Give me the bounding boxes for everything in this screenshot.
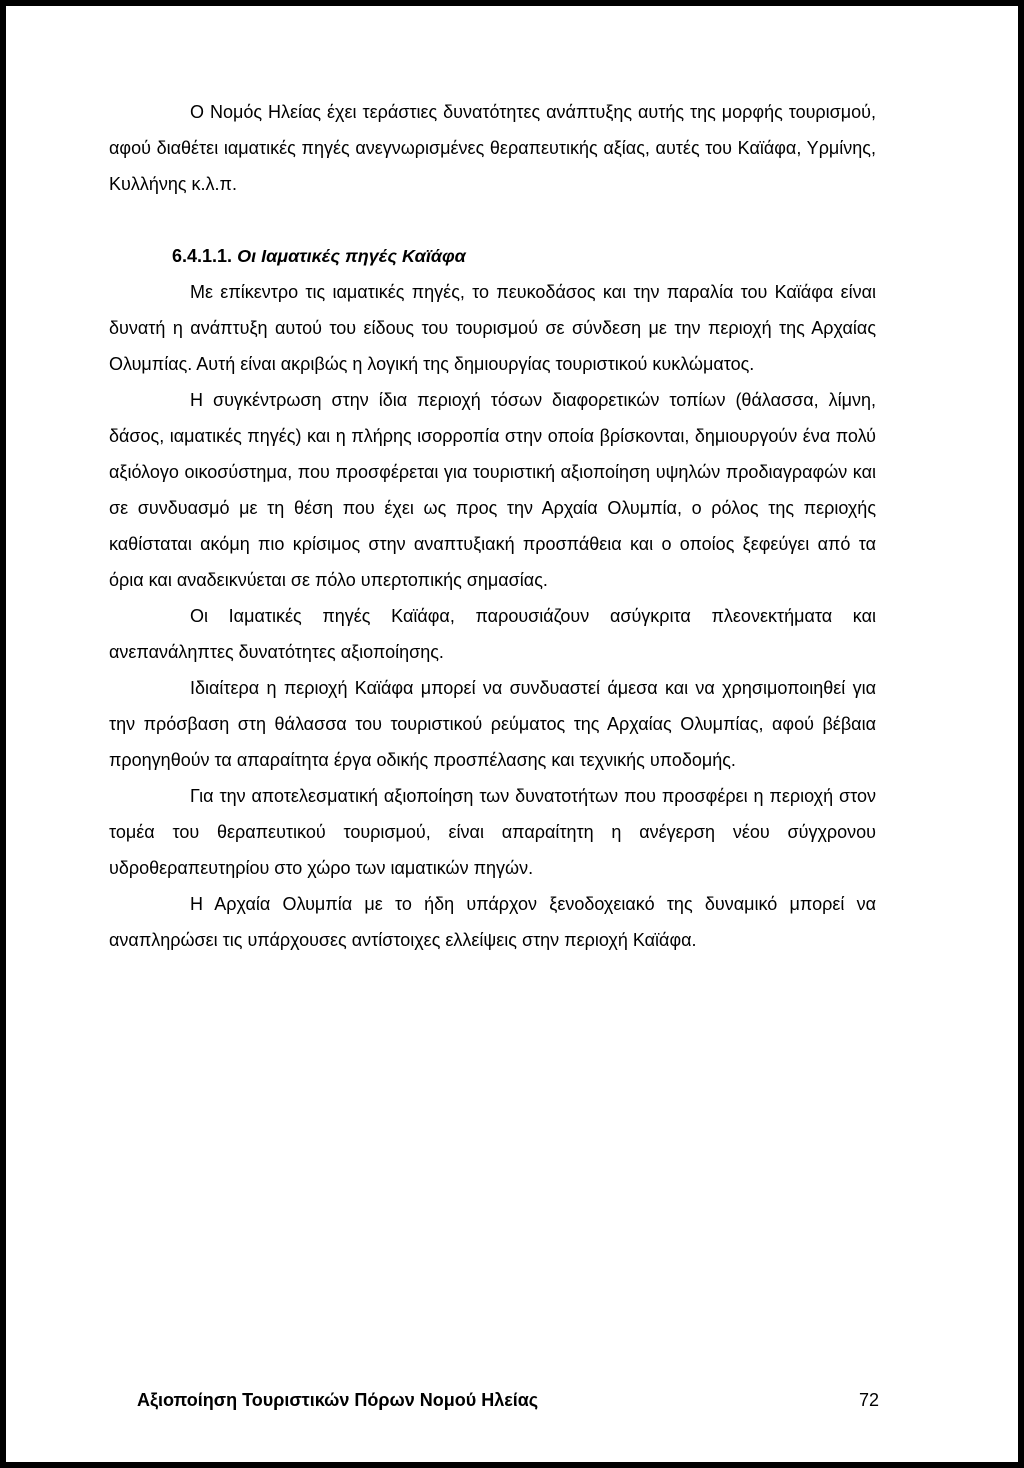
paragraph-axiopoiisi: Για την αποτελεσματική αξιοποίηση των δυνατοτήτων που προσφέρει η περιοχή στον τομέα του θεραπευτικού τουρισμού, είναι απαραίτητη η ανέγερση νέου σύγχρονου υδροθεραπευτηρίου στο χώρο των ιαματικών πηγών.	[109, 786, 876, 878]
paragraph-idiaitera: Ιδιαίτερα η περιοχή Καϊάφα μπορεί να συνδυαστεί άμεσα και να χρησιμοποιηθεί για την πρόσβαση στη θάλασσα του τουριστικού ρεύματος της Αρχαίας Ολυμπίας, αφού βέβαια προηγηθούν τα απαραίτητα έργα οδικής προσπέλασης και τεχνικής υποδομής.	[109, 678, 876, 770]
footer-title: Αξιοποίηση Τουριστικών Πόρων Νομού Ηλείας	[137, 1390, 539, 1410]
section-heading	[109, 238, 876, 274]
paragraph-xenodocheiako: Η Αρχαία Ολυμπία με το ήδη υπάρχον ξενοδοχειακό της δυναμικό μπορεί να αναπληρώσει τις υπάρχουσες αντίστοιχες ελλείψεις στην περιοχή Καϊάφα.	[109, 894, 876, 950]
section-title: Οι Ιαματικές πηγές Καϊάφα	[237, 246, 466, 266]
paragraph-intro: Ο Νομός Ηλείας έχει τεράστιες δυνατότητες ανάπτυξης αυτής της μορφής τουρισμού, αφού διαθέτει ιαματικές πηγές ανεγνωρισμένες θεραπευτικής αξίας, αυτές του Καϊάφα, Υρμίνης, Κυλλήνης κ.λ.π.	[109, 102, 876, 194]
page-number: 72	[858, 1390, 879, 1410]
paragraph-sygkentrosi: Η συγκέντρωση στην ίδια περιοχή τόσων διαφορετικών τοπίων (θάλασσα, λίμνη, δάσος, ιαματικές πηγές) και η πλήρης ισορροπία στην οποία βρίσκονται, δημιουργούν ένα πολύ αξιόλογο οικοσύστημα, που προσφέρεται για τουριστική αξιοποίηση υψηλών προδιαγραφών και σε συνδυασμό με τη θέση που έχει ως προς την Αρχαία Ολυμπία, ο ρόλος της περιοχής καθίσταται ακόμη πιο κρίσιμος στην αναπτυξιακή προσπάθεια και ο οποίος ξεφεύγει από τα όρια και αναδεικνύεται σε πόλο υπερτοπικής σημασίας.	[109, 390, 876, 590]
paragraph-pleonektimata: Οι Ιαματικές πηγές Καϊάφα, παρουσιάζουν ασύγκριτα πλεονεκτήματα και ανεπανάληπτες δυνατότητες αξιοποίησης.	[109, 606, 876, 662]
section-number: 6.4.1.1.	[172, 246, 233, 266]
page-footer	[137, 1390, 879, 1411]
body-text	[109, 94, 876, 958]
paragraph-epikentro: Με επίκεντρο τις ιαματικές πηγές, το πευκοδάσος και την παραλία του Καϊάφα είναι δυνατή η ανάπτυξη αυτού του είδους του τουρισμού σε σύνδεση με την περιοχή της Αρχαίας Ολυμπίας. Αυτή είναι ακριβώς η λογική της δημιουργίας τουριστικού κυκλώματος.	[109, 282, 876, 374]
document-page	[6, 6, 1018, 1462]
